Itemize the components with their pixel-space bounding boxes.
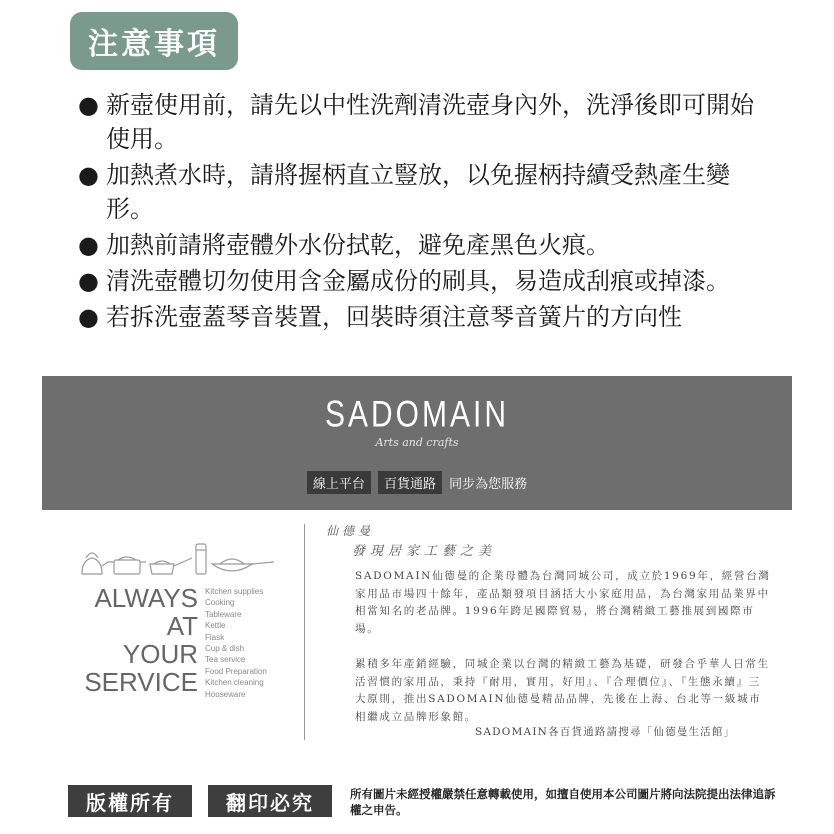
note-item [78, 264, 758, 298]
note-text: 加熱煮水時，請將握柄直立豎放，以免握柄持續受熱產生變形。 [106, 161, 730, 223]
department-store-chip: 百貨通路 [378, 471, 442, 494]
note-text: 新壺使用前，請先以中性洗劑清洗壺身內外，洗淨後即可開始使用。 [106, 91, 754, 153]
note-item [78, 300, 758, 334]
note-item [78, 228, 758, 262]
category-item: Tableware [205, 609, 242, 619]
copyright-label: 版權所有 [68, 785, 192, 817]
saucepan-icon [150, 558, 192, 574]
bullet-icon: ● [78, 161, 99, 189]
notes-list [78, 88, 758, 336]
slogan-line: YOUR [122, 639, 198, 669]
slogan-line: SERVICE [84, 667, 198, 697]
category-item: Flask [205, 632, 225, 642]
category-item: Tea service [205, 655, 246, 665]
category-item: Houseware [205, 689, 246, 699]
slogan-line: ALWAYS AT [94, 583, 198, 641]
category-item: Cup & dish [205, 644, 245, 654]
brand-banner [42, 376, 792, 510]
channel-row [42, 471, 792, 494]
bullet-icon: ● [78, 91, 99, 119]
bullet-icon: ● [78, 267, 99, 295]
brand-logo: SADOMAIN [324, 393, 510, 435]
note-text: 加熱前請將壺體外水份拭乾，避免產黑色火痕。 [106, 231, 610, 259]
note-text: 清洗壺體切勿使用含金屬成份的刷具，易造成刮痕或掉漆。 [106, 267, 730, 295]
brand-tagline: Arts and crafts [375, 436, 459, 449]
note-item [78, 158, 758, 226]
service-text: 同步為您服務 [449, 477, 528, 492]
pot-icon [108, 557, 146, 574]
category-list [205, 586, 267, 700]
divider [304, 524, 305, 740]
page-title: 注意事項 [70, 12, 238, 70]
reprint-label: 翻印必究 [208, 785, 332, 817]
note-text: 若拆洗壺蓋琴音裝置，回裝時須注意琴音簧片的方向性 [106, 303, 682, 331]
copyright-notice: 所有圖片未經授權嚴禁任意轉載使用，如擅自使用本公司圖片將向法院提出法律追訴權之申告。 [350, 787, 776, 817]
signature-brand: 仙德曼 [326, 524, 375, 538]
online-platform-chip: 線上平台 [307, 471, 371, 494]
wok-icon [212, 559, 274, 571]
bullet-icon: ● [78, 303, 99, 331]
cookware-icons [78, 540, 278, 580]
category-item: Kitchen supplies [205, 587, 264, 596]
store-search-hint: SADOMAIN各百貨通路請搜尋「仙德曼生活館」 [475, 726, 736, 738]
category-item: Cooking [205, 598, 235, 608]
note-item [78, 88, 758, 156]
bullet-icon: ● [78, 231, 99, 259]
flask-icon [196, 544, 206, 574]
signature-slogan: 發現居家工藝之美 [352, 544, 497, 559]
always-at-your-service [74, 584, 198, 696]
kettle-icon [82, 553, 108, 574]
category-item: Food Preparation [205, 666, 267, 676]
company-paragraph-1: SADOMAIN仙德曼的企業母體為台灣同城公司，成立於1969年，經營台灣家用品市場四十餘年，產品類發項目涵括大小家庭用品，為台灣家用品業界中相當知名的老品牌。1996年跨足國際貿易，將台灣精緻工藝推展到國際市場。 [355, 570, 771, 635]
company-paragraph-2: 累積多年產銷經驗，同城企業以台灣的精緻工藝為基礎，研發合乎華人日常生活習慣的家用品，秉持『耐用，實用，好用』、『合理價位』、『生態永續』三大原則，推出SADOMAIN仙德曼精品品牌，先後在上海、台北等一級城市相繼成立品牌形象館。 [355, 658, 770, 723]
category-item: Kitchen cleaning [205, 678, 264, 688]
category-item: Kettle [205, 621, 226, 631]
